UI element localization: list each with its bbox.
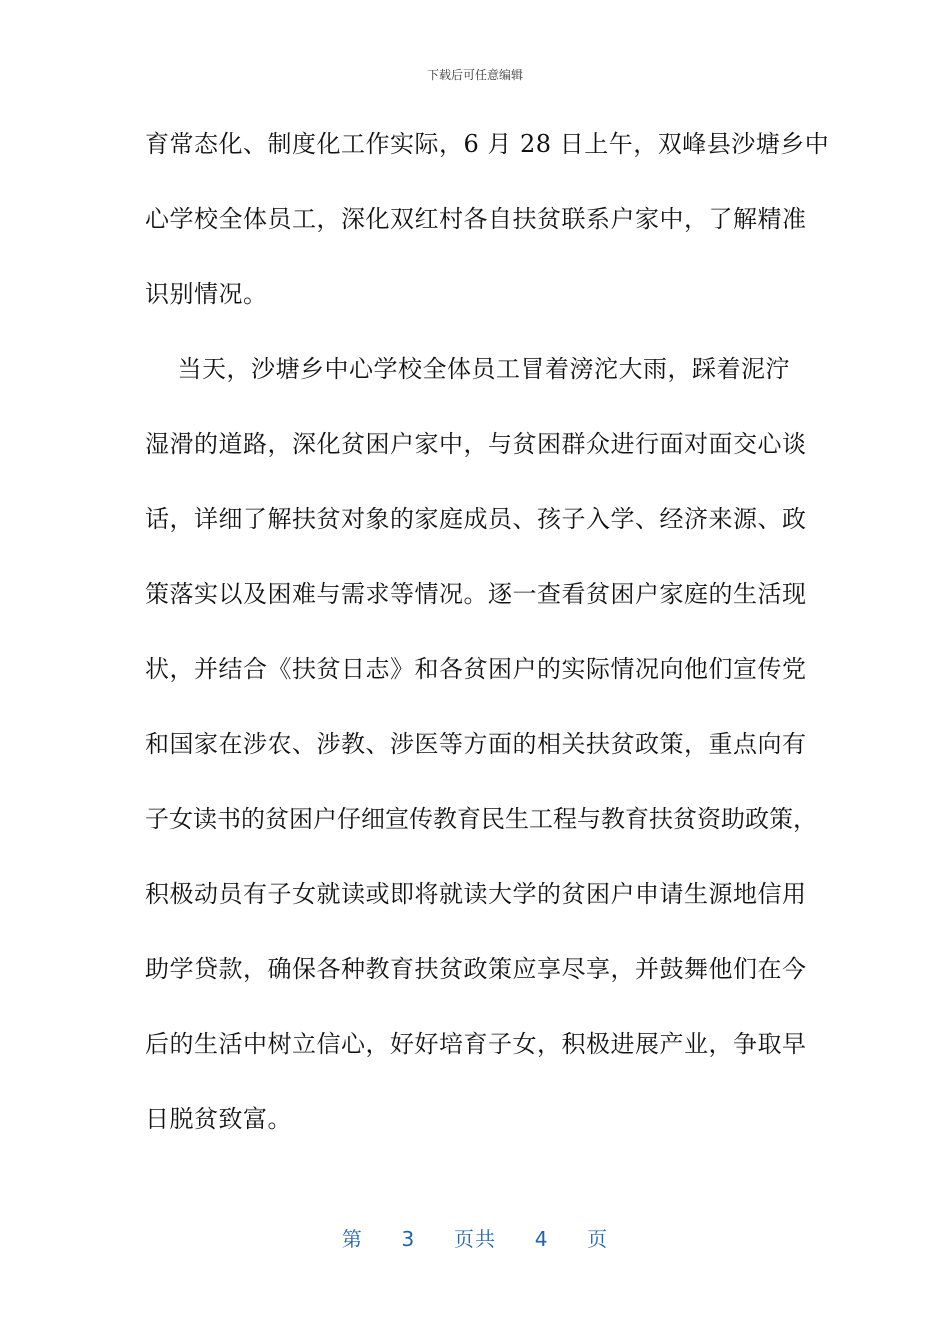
text-line: 识别情况。 — [145, 280, 268, 308]
page-footer — [0, 1226, 950, 1252]
text-line: 状，并结合《扶贫日志》和各贫困户的实际情况向他们宣传党 — [145, 655, 807, 683]
text-line: 助学贷款，确保各种教育扶贫政策应享尽享，并鼓舞他们在今 — [145, 955, 807, 983]
text-line: 后的生活中树立信心，好好培育子女，积极进展产业，争取早 — [145, 1030, 807, 1058]
paragraph-2 — [145, 351, 817, 1139]
text-line: 湿滑的道路，深化贫困户家中，与贫困群众进行面对面交心谈 — [145, 430, 807, 458]
page-label-prefix: 第 — [341, 1227, 363, 1251]
text-line: 话，详细了解扶贫对象的家庭成员、孩子入学、经济来源、政 — [145, 505, 807, 533]
page-number-current: 3 — [401, 1227, 416, 1251]
page-number-total: 4 — [534, 1227, 549, 1251]
text-line: 心学校全体员工，深化双红村各自扶贫联系户家中，了解精准 — [145, 205, 807, 233]
paragraph-1 — [145, 126, 830, 314]
text-line: 当天，沙塘乡中心学校全体员工冒着滂沱大雨，踩着泥泞 — [145, 355, 791, 383]
header-note: 下载后可任意编辑 — [426, 68, 523, 82]
text-line: 子女读书的贫困户仔细宣传教育民生工程与教育扶贫资助政策， — [145, 805, 817, 833]
text-line: 日脱贫致富。 — [145, 1105, 292, 1133]
text-line: 和国家在涉农、涉教、涉医等方面的相关扶贫政策，重点向有 — [145, 730, 807, 758]
text-line: 策落实以及困难与需求等情况。逐一查看贫困户家庭的生活现 — [145, 580, 807, 608]
page-label-middle: 页共 — [454, 1227, 496, 1251]
text-line: 积极动员有子女就读或即将就读大学的贫困户申请生源地信用 — [145, 880, 807, 908]
page-label-suffix: 页 — [587, 1227, 609, 1251]
document-body — [145, 126, 830, 1176]
text-line: 育常态化、制度化工作实际，6 月 28 日上午，双峰县沙塘乡中 — [145, 130, 830, 158]
